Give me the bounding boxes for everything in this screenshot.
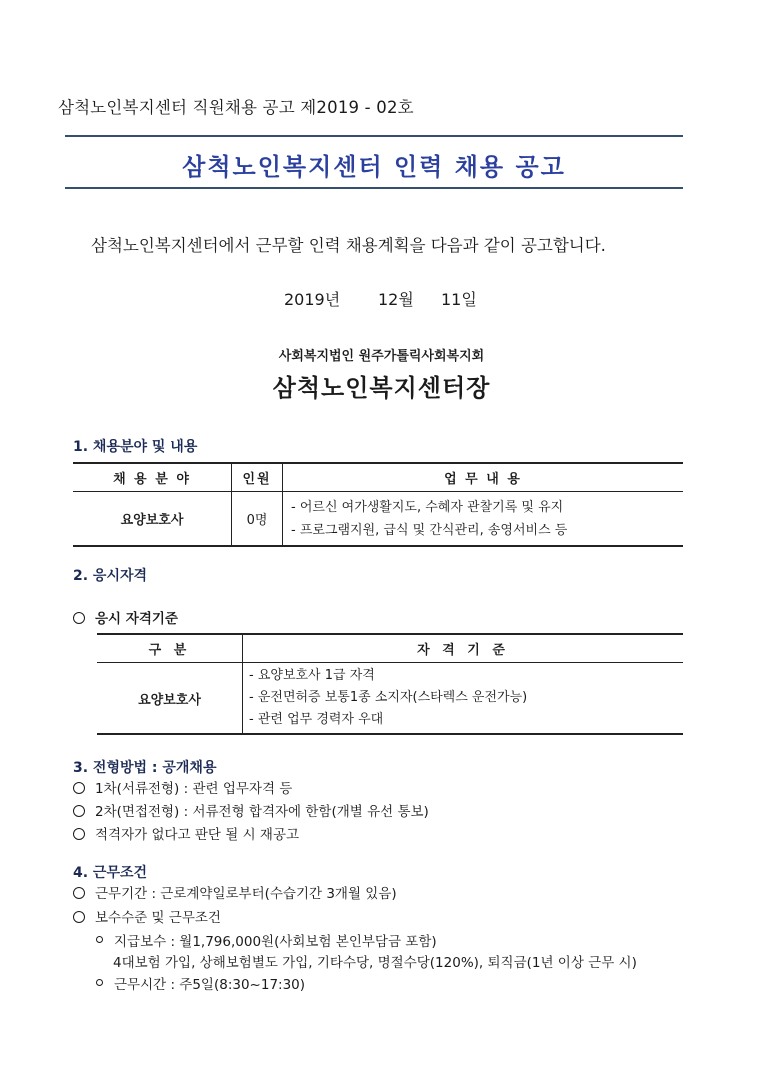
- row-criteria: [243, 663, 684, 735]
- row-category: 요양보호사: [97, 663, 243, 735]
- recruitment-table-row: [73, 492, 683, 547]
- issuer-organization: 사회복지법인 원주가톨릭사회복지회: [278, 349, 485, 364]
- small-circle-bullet-icon: [96, 936, 103, 943]
- small-circle-bullet-icon: [96, 979, 103, 986]
- qualification-table: [97, 633, 683, 735]
- section1-title: 1. 채용분야 및 내용: [73, 439, 198, 455]
- hours-text: 근무시간 : 주5일(8:30~17:30): [114, 977, 306, 993]
- recruitment-table-header: [73, 463, 683, 492]
- benefits-text: 4대보험 가입, 상해보험별도 가입, 기타수당, 명절수당(120%), 퇴직금(1년 이상 근무 시): [113, 955, 637, 971]
- row-duties: [283, 492, 684, 547]
- circle-bullet-icon: [73, 828, 85, 840]
- hours-item: [96, 973, 305, 993]
- header-category: 구 분: [97, 634, 243, 663]
- circle-bullet-icon: [73, 887, 85, 899]
- header-field: 채 용 분 야: [73, 463, 232, 492]
- circle-bullet-icon: [73, 612, 85, 624]
- notice-number: 삼척노인복지센터 직원채용 공고 제2019 - 02호: [58, 98, 414, 117]
- circle-bullet-icon: [73, 805, 85, 817]
- date-month: 12월: [378, 290, 414, 309]
- header-count: 인원: [232, 463, 283, 492]
- list-item: [73, 823, 299, 843]
- criteria-line: - 요양보호사 1급 자격: [249, 668, 375, 683]
- title-rule-bottom: [65, 187, 683, 189]
- list-item-text: 적격자가 없다고 판단 될 시 재공고: [95, 827, 300, 843]
- section2-title: 2. 응시자격: [73, 568, 148, 584]
- row-field: 요양보호사: [73, 492, 232, 547]
- pay-item: [96, 930, 437, 950]
- list-item: [73, 882, 397, 902]
- qualification-table-row: [97, 663, 683, 735]
- section2-subtitle-text: 응시 자격기준: [95, 611, 178, 627]
- date-year: 2019년: [284, 290, 341, 309]
- section3-title: 3. 전형방법 : 공개채용: [73, 760, 217, 776]
- header-duties: 업 무 내 용: [283, 463, 684, 492]
- header-criteria: 자 격 기 준: [243, 634, 684, 663]
- circle-bullet-icon: [73, 782, 85, 794]
- duty-line: - 어르신 여가생활지도, 수혜자 관찰기록 및 유지: [291, 499, 564, 515]
- page-title: 삼척노인복지센터 인력 채용 공고: [182, 153, 566, 181]
- list-item-text: 근무기간 : 근로계약일로부터(수습기간 3개월 있음): [95, 886, 397, 902]
- title-rule-top: [65, 135, 683, 137]
- issuer-head: 삼척노인복지센터장: [272, 374, 491, 402]
- list-item-text: 보수수준 및 근무조건: [95, 910, 221, 926]
- criteria-line: - 운전면허증 보통1종 소지자(스타렉스 운전가능): [249, 690, 528, 705]
- intro-text: 삼척노인복지센터에서 근무할 인력 채용계획을 다음과 같이 공고합니다.: [91, 236, 606, 255]
- circle-bullet-icon: [73, 911, 85, 923]
- criteria-line: - 관련 업무 경력자 우대: [249, 712, 384, 727]
- list-item: [73, 777, 292, 797]
- duty-line: - 프로그램지원, 급식 및 간식관리, 송영서비스 등: [291, 522, 568, 538]
- date-day: 11일: [441, 290, 477, 309]
- list-item: [73, 800, 429, 820]
- section2-subtitle: [73, 607, 178, 627]
- pay-text: 지급보수 : 월1,796,000원(사회보험 본인부담금 포함): [114, 934, 437, 950]
- recruitment-table: [73, 462, 683, 547]
- list-item-text: 1차(서류전형) : 관련 업무자격 등: [95, 781, 293, 797]
- row-count: 0명: [232, 492, 283, 547]
- list-item-text: 2차(면접전형) : 서류전형 합격자에 한함(개별 유선 통보): [95, 804, 429, 820]
- list-item: [73, 906, 221, 926]
- section4-title: 4. 근무조건: [73, 865, 148, 881]
- qualification-table-header: [97, 634, 683, 663]
